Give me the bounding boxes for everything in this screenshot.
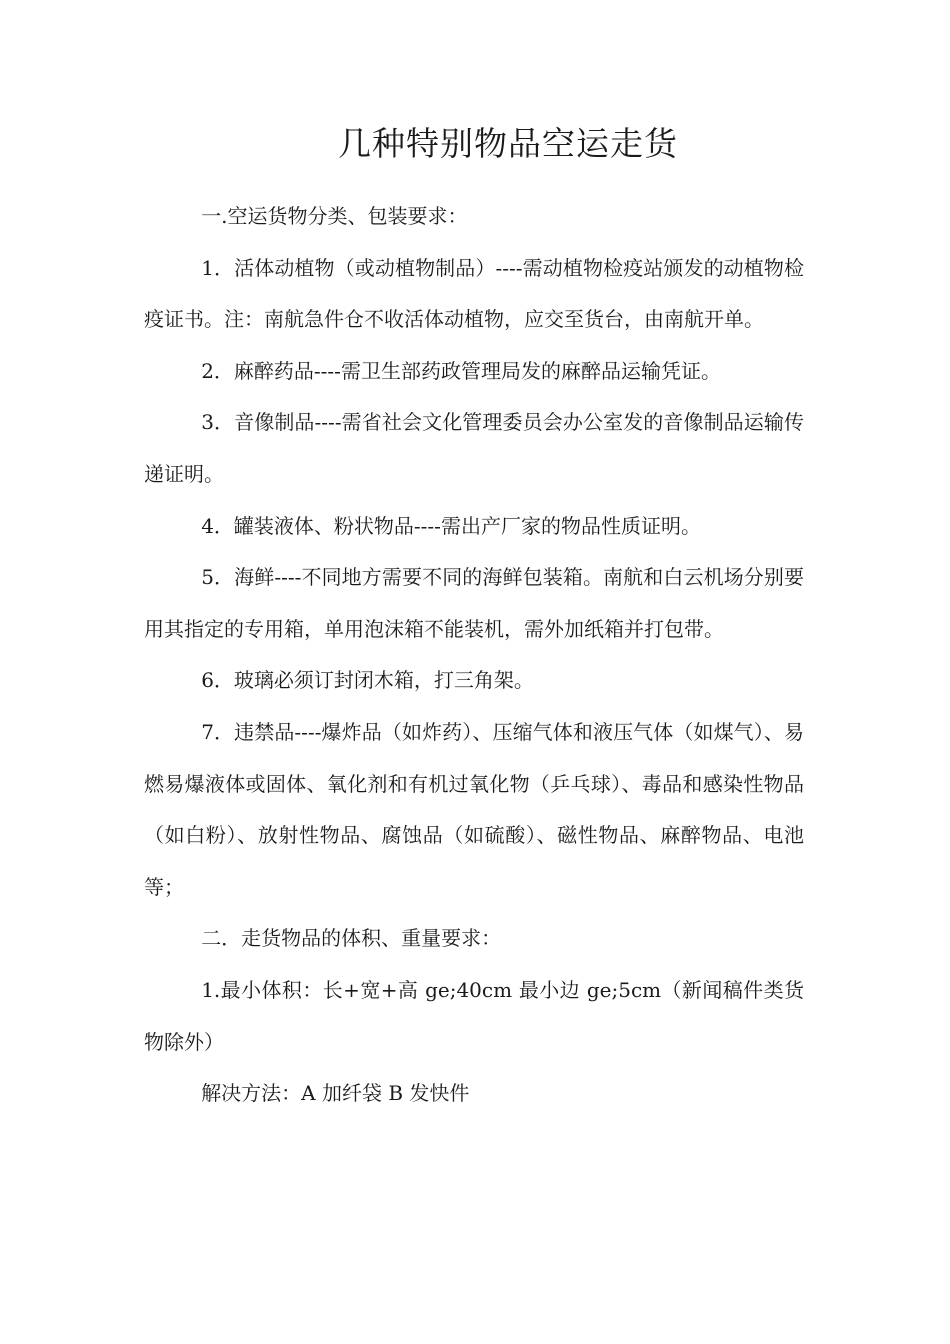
document-body xyxy=(144,191,804,1120)
paragraph-narcotic-drugs: 2．麻醉药品----需卫生部药政管理局发的麻醉品运输凭证。 xyxy=(201,358,721,383)
paragraph-solution: 解决方法：A 加纤袋 B 发快件 xyxy=(201,1081,470,1106)
paragraph-seafood: 5．海鲜----不同地方需要不同的海鲜包装箱。南航和白云机场分别要用其指定的专用箱，单用泡沫箱不能装机，需外加纸箱并打包带。 xyxy=(144,565,804,641)
paragraph-audio-video-products: 3．音像制品----需省社会文化管理委员会办公室发的音像制品运输传递证明。 xyxy=(144,410,804,486)
section-heading-volume-weight: 二．走货物品的体积、重量要求： xyxy=(201,926,502,951)
section-heading-cargo-classification: 一.空运货物分类、包装要求： xyxy=(201,204,468,228)
paragraph-liquids-powders: 4．罐装液体、粉状物品----需出产厂家的物品性质证明。 xyxy=(201,513,701,538)
paragraph-prohibited-items: 7．违禁品----爆炸品（如炸药）、压缩气体和液压气体（如煤气）、易燃易爆液体或固体、氧化剂和有机过氧化物（乒乓球）、毒品和感染性物品（如白粉）、放射性物品、腐蚀品（如硫酸）、磁性物品、麻醉物品、电池等； xyxy=(144,719,804,899)
paragraph-glass: 6．玻璃必须订封闭木箱，打三角架。 xyxy=(201,668,534,693)
paragraph-minimum-volume: 1.最小体积：长+宽+高 ge;40cm 最小边 ge;5cm（新闻稿件类货物除外） xyxy=(144,977,804,1054)
paragraph-live-animals-plants: 1．活体动植物（或动植物制品）----需动植物检疫站颁发的动植物检疫证书。注：南航急件仓不收活体动植物，应交至货台，由南航开单。 xyxy=(144,255,804,332)
page-title: 几种特别物品空运走货 xyxy=(338,124,678,163)
